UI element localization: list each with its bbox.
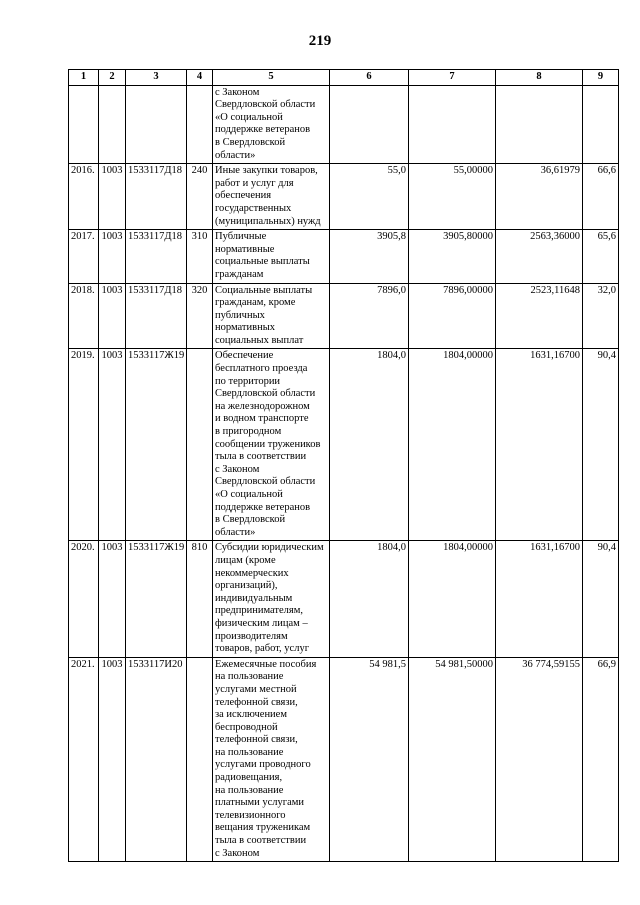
amount-cell: 55,00000 <box>409 164 496 230</box>
description-cell: Публичные нормативные социальные выплаты гражданам <box>213 230 330 283</box>
percent-cell: 90,4 <box>583 349 619 541</box>
amount-cell: 54 981,5 <box>330 657 409 862</box>
column-header: 4 <box>187 70 213 86</box>
description-cell: с Законом Свердловской области «О социальной поддержке ветеранов в Свердловской области» <box>213 85 330 164</box>
percent-cell: 32,0 <box>583 283 619 349</box>
amount-cell: 36 774,59155 <box>496 657 583 862</box>
amount-cell <box>409 85 496 164</box>
column-header: 3 <box>126 70 187 86</box>
table-row <box>69 85 619 164</box>
target-article-cell: 1533117Ж19 <box>126 349 187 541</box>
row-number-cell: 2021. <box>69 657 99 862</box>
expense-type-cell <box>187 657 213 862</box>
section-code-cell: 1003 <box>99 541 126 657</box>
amount-cell: 36,61979 <box>496 164 583 230</box>
description-cell: Иные закупки товаров, работ и услуг для обеспечения государственных (муниципальных) нужд <box>213 164 330 230</box>
description-cell: Обеспечение бесплатного проезда по территории Свердловской области на железнодорожном и водном транспорте в пригородном сообщении тружеников тыла в соответствии с Законом Свердловской области «О социальной поддержке ветеранов в Свердловской области» <box>213 349 330 541</box>
column-header: 1 <box>69 70 99 86</box>
description-cell: Субсидии юридическим лицам (кроме некоммерческих организаций), индивидуальным предпринимателям, физическим лицам – производителям товаров, работ, услуг <box>213 541 330 657</box>
table-row <box>69 164 619 230</box>
expense-type-cell <box>187 85 213 164</box>
amount-cell <box>330 85 409 164</box>
target-article-cell: 1533117Ж19 <box>126 541 187 657</box>
row-number-cell: 2020. <box>69 541 99 657</box>
amount-cell: 3905,8 <box>330 230 409 283</box>
section-code-cell: 1003 <box>99 657 126 862</box>
row-number-cell: 2019. <box>69 349 99 541</box>
row-number-cell: 2018. <box>69 283 99 349</box>
percent-cell: 90,4 <box>583 541 619 657</box>
target-article-cell: 1533117Д18 <box>126 283 187 349</box>
section-code-cell: 1003 <box>99 164 126 230</box>
header-row <box>69 70 619 86</box>
target-article-cell: 1533117Д18 <box>126 230 187 283</box>
percent-cell: 66,6 <box>583 164 619 230</box>
column-header: 2 <box>99 70 126 86</box>
description-cell: Социальные выплаты гражданам, кроме публичных нормативных социальных выплат <box>213 283 330 349</box>
column-header: 5 <box>213 70 330 86</box>
amount-cell: 2563,36000 <box>496 230 583 283</box>
section-code-cell <box>99 85 126 164</box>
expense-type-cell: 240 <box>187 164 213 230</box>
amount-cell <box>496 85 583 164</box>
budget-table <box>68 69 619 862</box>
table-row <box>69 230 619 283</box>
amount-cell: 2523,11648 <box>496 283 583 349</box>
expense-type-cell: 310 <box>187 230 213 283</box>
percent-cell: 66,9 <box>583 657 619 862</box>
percent-cell: 65,6 <box>583 230 619 283</box>
row-number-cell: 2017. <box>69 230 99 283</box>
expense-type-cell: 810 <box>187 541 213 657</box>
column-header: 9 <box>583 70 619 86</box>
table-row <box>69 349 619 541</box>
table-row <box>69 541 619 657</box>
amount-cell: 55,0 <box>330 164 409 230</box>
expense-type-cell <box>187 349 213 541</box>
table-row <box>69 657 619 862</box>
amount-cell: 1804,00000 <box>409 349 496 541</box>
section-code-cell: 1003 <box>99 349 126 541</box>
amount-cell: 7896,0 <box>330 283 409 349</box>
section-code-cell: 1003 <box>99 283 126 349</box>
page-number: 219 <box>308 33 332 49</box>
row-number-cell: 2016. <box>69 164 99 230</box>
section-code-cell: 1003 <box>99 230 126 283</box>
column-header: 8 <box>496 70 583 86</box>
table-row <box>69 283 619 349</box>
row-number-cell <box>69 85 99 164</box>
amount-cell: 7896,00000 <box>409 283 496 349</box>
column-header: 6 <box>330 70 409 86</box>
expense-type-cell: 320 <box>187 283 213 349</box>
target-article-cell: 1533117Д18 <box>126 164 187 230</box>
description-cell: Ежемесячные пособия на пользование услугами местной телефонной связи, за исключением беспроводной телефонной связи, на пользование услугами проводного радиовещания, на пользование платными услугами телевизионного вещания труженикам тыла в соответствии с Законом <box>213 657 330 862</box>
amount-cell: 3905,80000 <box>409 230 496 283</box>
amount-cell: 1631,16700 <box>496 349 583 541</box>
amount-cell: 1804,00000 <box>409 541 496 657</box>
amount-cell: 54 981,50000 <box>409 657 496 862</box>
amount-cell: 1631,16700 <box>496 541 583 657</box>
target-article-cell <box>126 85 187 164</box>
target-article-cell: 1533117И20 <box>126 657 187 862</box>
amount-cell: 1804,0 <box>330 541 409 657</box>
percent-cell <box>583 85 619 164</box>
amount-cell: 1804,0 <box>330 349 409 541</box>
column-header: 7 <box>409 70 496 86</box>
